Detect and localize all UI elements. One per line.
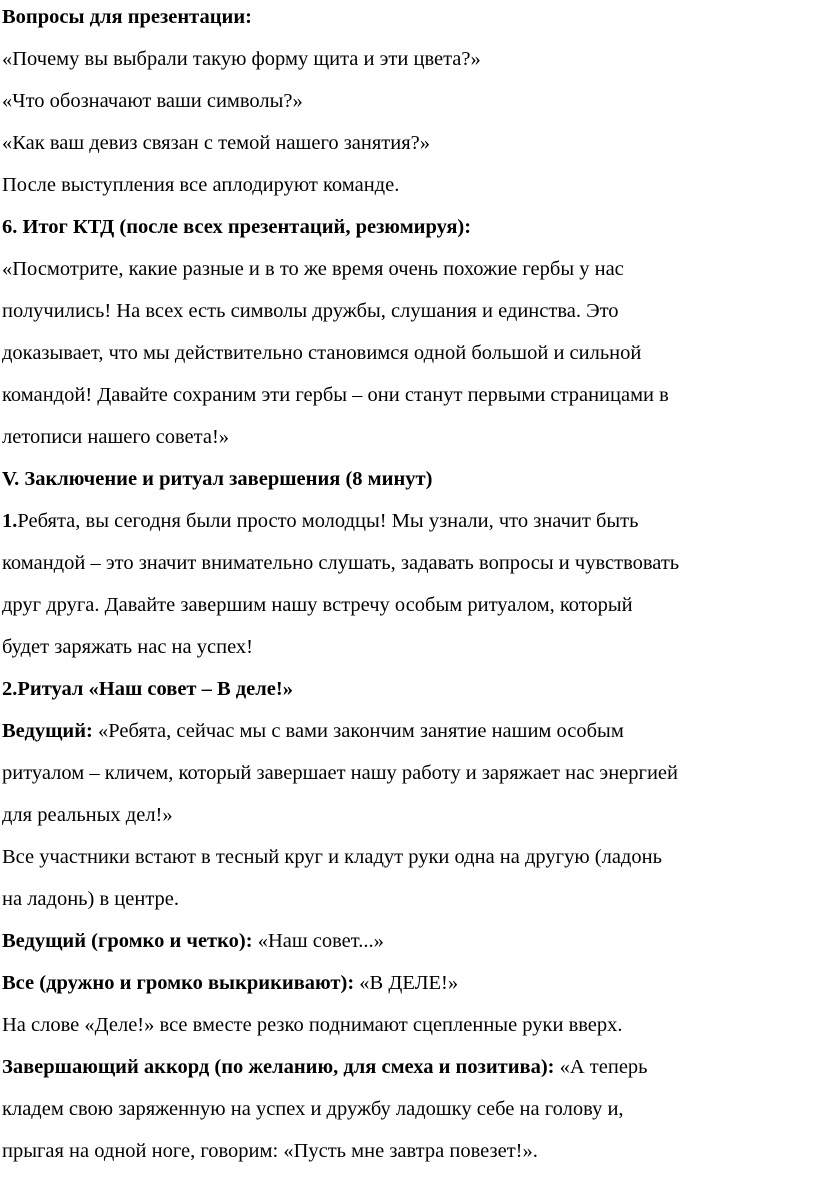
ktd-summary-line: командой! Давайте сохраним эти гербы – они станут первыми страницами в bbox=[2, 384, 669, 406]
leader-intro-text: «Ребята, сейчас мы с вами закончим занятие нашим особым bbox=[92, 720, 624, 742]
section-5-heading: V. Заключение и ритуал завершения (8 минут) bbox=[2, 468, 433, 490]
leader-intro-line: для реальных дел!» bbox=[2, 804, 173, 826]
leader-intro-line: ритуалом – кличем, который завершает нашу работу и заряжает нас энергией bbox=[2, 762, 678, 784]
step-1-line: друг друга. Давайте завершим нашу встречу особым ритуалом, который bbox=[2, 594, 633, 616]
ktd-summary-line: летописи нашего совета!» bbox=[2, 426, 230, 448]
circle-instruction-line: Все участники встают в тесный круг и кладут руки одна на другую (ладонь bbox=[2, 846, 662, 868]
all-response-line bbox=[2, 962, 804, 1004]
step-1-line: будет заряжать нас на успех! bbox=[2, 636, 253, 658]
final-chord-text: «А теперь bbox=[554, 1056, 648, 1078]
circle-instruction-line: на ладонь) в центре. bbox=[2, 888, 180, 910]
leader-call-speaker: Ведущий (громко и четко): bbox=[2, 930, 253, 952]
ktd-summary-line: доказывает, что мы действительно становимся одной большой и сильной bbox=[2, 342, 642, 364]
leader-call-text: «Наш совет...» bbox=[252, 930, 384, 952]
question-3: «Как ваш девиз связан с темой нашего занятия?» bbox=[2, 132, 431, 154]
presentation-questions-heading: Вопросы для презентации: bbox=[2, 6, 252, 28]
step-2-heading: 2.Ритуал «Наш совет – В деле!» bbox=[2, 678, 293, 700]
step-1-text: Ребята, вы сегодня были просто молодцы! Мы узнали, что значит быть bbox=[17, 510, 639, 532]
leader-call-line bbox=[2, 920, 804, 962]
all-response-text: «В ДЕЛЕ!» bbox=[354, 972, 459, 994]
applause-text: После выступления все аплодируют команде. bbox=[2, 174, 400, 196]
final-chord-line bbox=[2, 1046, 804, 1088]
ktd-summary-line: получились! На всех есть символы дружбы, слушания и единства. Это bbox=[2, 300, 619, 322]
final-chord-line: прыгая на одной ноге, говорим: «Пусть мне завтра повезет!». bbox=[2, 1140, 538, 1162]
question-2: «Что обозначают ваши символы?» bbox=[2, 90, 303, 112]
final-chord-speaker: Завершающий аккорд (по желанию, для смеха и позитива): bbox=[2, 1056, 555, 1078]
question-1: «Почему вы выбрали такую форму щита и эти цвета?» bbox=[2, 48, 481, 70]
ktd-summary-heading: 6. Итог КТД (после всех презентаций, резюмируя): bbox=[2, 216, 472, 238]
ktd-summary-line: «Посмотрите, какие разные и в то же время очень похожие гербы у нас bbox=[2, 258, 624, 280]
hands-up-text: На слове «Деле!» все вместе резко поднимают сцепленные руки вверх. bbox=[2, 1014, 623, 1036]
all-response-speaker: Все (дружно и громко выкрикивают): bbox=[2, 972, 355, 994]
final-chord-line: кладем свою заряженную на успех и дружбу ладошку себе на голову и, bbox=[2, 1098, 624, 1120]
leader-speaker-label: Ведущий: bbox=[2, 720, 93, 742]
leader-intro-line bbox=[2, 710, 804, 752]
step-1-line: командой – это значит внимательно слушать, задавать вопросы и чувствовать bbox=[2, 552, 680, 574]
step-1-number: 1. bbox=[2, 510, 18, 532]
step-1-line bbox=[2, 500, 804, 542]
